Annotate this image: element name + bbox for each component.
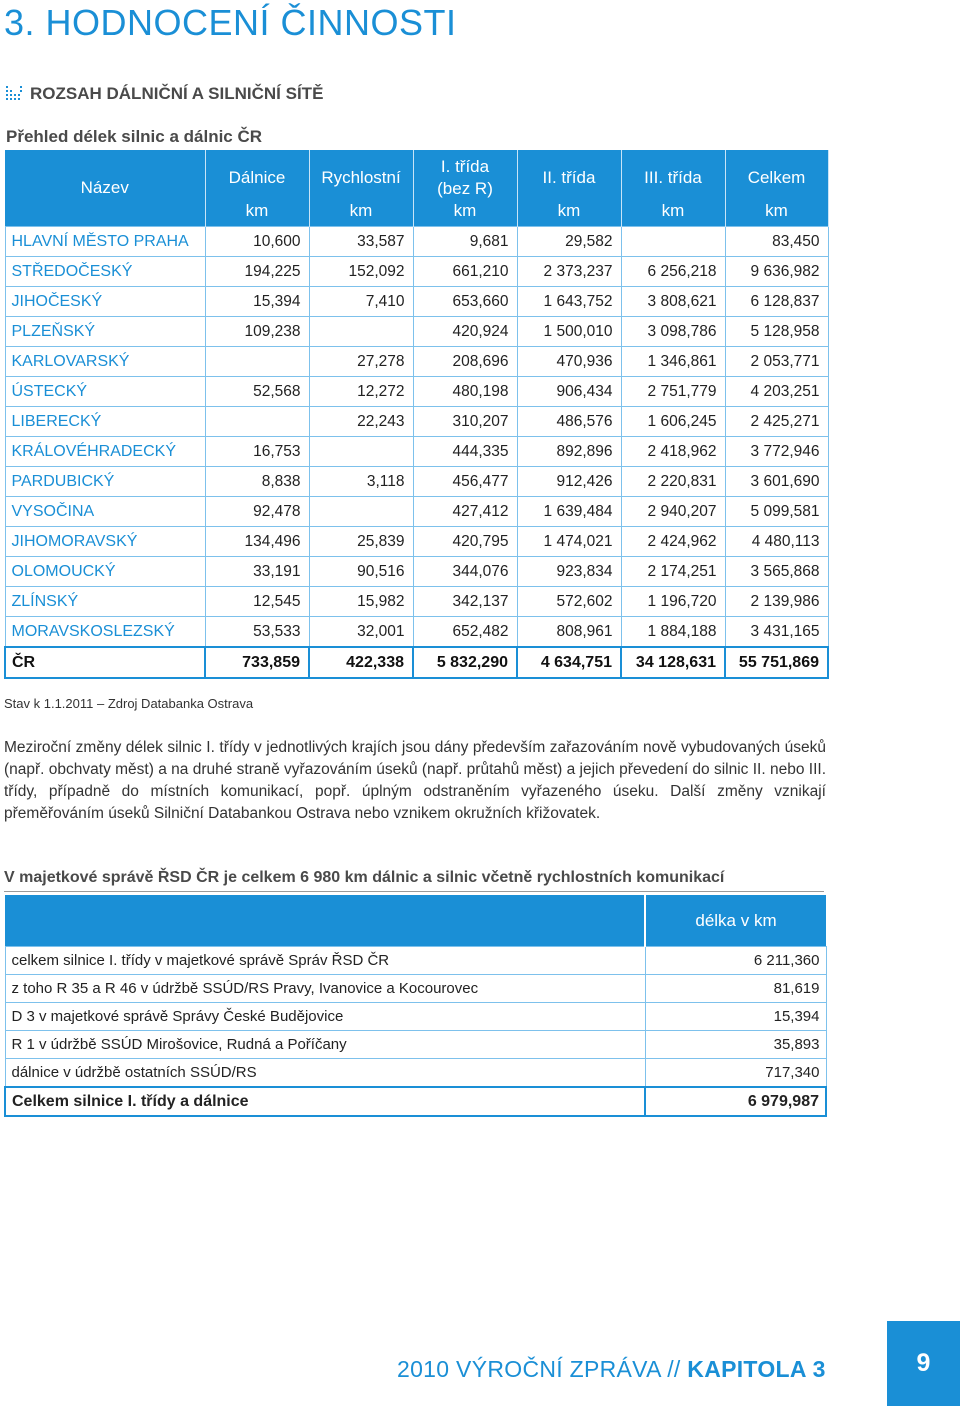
- source-note: Stav k 1.1.2011 – Zdroj Databanka Ostrava: [4, 696, 254, 711]
- section-grid-icon: [6, 86, 22, 102]
- table-row: [5, 377, 828, 407]
- table-row: [5, 227, 828, 257]
- length-cell: 9,681: [413, 227, 517, 257]
- region-name: ZLÍNSKÝ: [5, 587, 205, 617]
- table-total-row: [5, 647, 828, 678]
- length-cell: 83,450: [725, 227, 828, 257]
- road-description: celkem silnice I. třídy v majetkové správě Správ ŘSD ČR: [5, 947, 645, 975]
- table-row: [5, 947, 826, 975]
- length-cell: 134,496: [205, 527, 309, 557]
- total-name: ČR: [5, 647, 205, 678]
- footer-chapter: KAPITOLA 3: [687, 1356, 826, 1382]
- length-cell: [621, 227, 725, 257]
- table-row: [5, 527, 828, 557]
- header-col-label: II. třída: [542, 168, 596, 187]
- length-cell: 2 053,771: [725, 347, 828, 377]
- header-col-label: Rychlostní: [321, 168, 401, 187]
- region-name: JIHOČESKÝ: [5, 287, 205, 317]
- length-cell: [205, 347, 309, 377]
- header-col-label: Dálnice: [228, 168, 286, 187]
- length-cell: 92,478: [205, 497, 309, 527]
- managed-roads-table: [4, 895, 827, 1117]
- road-length: 81,619: [645, 975, 826, 1003]
- roads-length-table: [4, 150, 829, 679]
- length-cell: 2 174,251: [621, 557, 725, 587]
- table1-header-row: [5, 150, 828, 200]
- length-cell: 2 139,986: [725, 587, 828, 617]
- length-cell: 653,660: [413, 287, 517, 317]
- length-cell: 1 639,484: [517, 497, 621, 527]
- length-cell: 29,582: [517, 227, 621, 257]
- table1-title: Přehled délek silnic a dálnic ČR: [6, 127, 263, 146]
- length-cell: 652,482: [413, 617, 517, 648]
- region-name: MORAVSKOSLEZSKÝ: [5, 617, 205, 648]
- road-description: D 3 v majetkové správě Správy České Budějovice: [5, 1003, 645, 1031]
- length-cell: 912,426: [517, 467, 621, 497]
- length-cell: 3 098,786: [621, 317, 725, 347]
- length-cell: 208,696: [413, 347, 517, 377]
- section-title-text: ROZSAH DÁLNIČNÍ A SILNIČNÍ SÍTĚ: [30, 84, 324, 103]
- table2-header-blank: [5, 895, 645, 947]
- length-cell: 2 940,207: [621, 497, 725, 527]
- header-col: [309, 150, 413, 200]
- header-col-label: III. třída: [644, 168, 702, 187]
- length-cell: 1 474,021: [517, 527, 621, 557]
- length-cell: 15,982: [309, 587, 413, 617]
- length-cell: 3 565,868: [725, 557, 828, 587]
- length-cell: 4 480,113: [725, 527, 828, 557]
- table-row: [5, 497, 828, 527]
- length-cell: 572,602: [517, 587, 621, 617]
- length-cell: 12,272: [309, 377, 413, 407]
- footer-report: [397, 1356, 826, 1383]
- header-col: [205, 150, 309, 200]
- length-cell: 470,936: [517, 347, 621, 377]
- region-name: VYSOČINA: [5, 497, 205, 527]
- table-row: [5, 287, 828, 317]
- total-cell: 422,338: [309, 647, 413, 678]
- page-number: 9: [887, 1321, 960, 1406]
- region-name: KRÁLOVÉHRADECKÝ: [5, 437, 205, 467]
- length-cell: 3 808,621: [621, 287, 725, 317]
- length-cell: 152,092: [309, 257, 413, 287]
- header-col: [621, 150, 725, 200]
- length-cell: 8,838: [205, 467, 309, 497]
- length-cell: 4 203,251: [725, 377, 828, 407]
- length-cell: 1 606,245: [621, 407, 725, 437]
- length-cell: 2 425,271: [725, 407, 828, 437]
- table-row: [5, 467, 828, 497]
- road-length: 35,893: [645, 1031, 826, 1059]
- length-cell: 923,834: [517, 557, 621, 587]
- length-cell: 1 500,010: [517, 317, 621, 347]
- length-cell: 22,243: [309, 407, 413, 437]
- road-length: 15,394: [645, 1003, 826, 1031]
- length-cell: 27,278: [309, 347, 413, 377]
- table-row: [5, 1003, 826, 1031]
- length-cell: 3 601,690: [725, 467, 828, 497]
- length-cell: 53,533: [205, 617, 309, 648]
- table-row: [5, 437, 828, 467]
- length-cell: 194,225: [205, 257, 309, 287]
- table-total-row: [5, 1087, 826, 1116]
- length-cell: 6 256,218: [621, 257, 725, 287]
- header-col: [517, 150, 621, 200]
- length-cell: 892,896: [517, 437, 621, 467]
- table2-title: V majetkové správě ŘSD ČR je celkem 6 980 km dálnic a silnic včetně rychlostních komunikací: [4, 869, 824, 892]
- length-cell: 344,076: [413, 557, 517, 587]
- header-unit: km: [517, 200, 621, 227]
- header-col: [413, 150, 517, 200]
- length-cell: 5 099,581: [725, 497, 828, 527]
- length-cell: [309, 497, 413, 527]
- total-cell: 34 128,631: [621, 647, 725, 678]
- region-name: HLAVNÍ MĚSTO PRAHA: [5, 227, 205, 257]
- length-cell: 480,198: [413, 377, 517, 407]
- length-cell: 2 220,831: [621, 467, 725, 497]
- length-cell: 3 772,946: [725, 437, 828, 467]
- table-row: [5, 557, 828, 587]
- length-cell: 12,545: [205, 587, 309, 617]
- length-cell: [205, 407, 309, 437]
- length-cell: 9 636,982: [725, 257, 828, 287]
- page-title: 3. HODNOCENÍ ČINNOSTI: [4, 2, 457, 43]
- length-cell: 661,210: [413, 257, 517, 287]
- length-cell: 10,600: [205, 227, 309, 257]
- region-name: JIHOMORAVSKÝ: [5, 527, 205, 557]
- region-name: LIBERECKÝ: [5, 407, 205, 437]
- length-cell: 2 424,962: [621, 527, 725, 557]
- length-cell: 2 751,779: [621, 377, 725, 407]
- region-name: STŘEDOČESKÝ: [5, 257, 205, 287]
- length-cell: 420,924: [413, 317, 517, 347]
- header-col-label: I. třída: [440, 157, 490, 176]
- length-cell: 342,137: [413, 587, 517, 617]
- length-cell: 1 643,752: [517, 287, 621, 317]
- table-row: [5, 407, 828, 437]
- length-cell: 1 346,861: [621, 347, 725, 377]
- total-cell: 55 751,869: [725, 647, 828, 678]
- header-unit: km: [413, 200, 517, 227]
- length-cell: 310,207: [413, 407, 517, 437]
- length-cell: 2 373,237: [517, 257, 621, 287]
- length-cell: 32,001: [309, 617, 413, 648]
- table-row: [5, 317, 828, 347]
- length-cell: 52,568: [205, 377, 309, 407]
- total-cell: 733,859: [205, 647, 309, 678]
- length-cell: 6 128,837: [725, 287, 828, 317]
- region-name: PLZEŇSKÝ: [5, 317, 205, 347]
- length-cell: 486,576: [517, 407, 621, 437]
- road-description: z toho R 35 a R 46 v údržbě SSÚD/RS Pravy, Ivanovice a Kocourovec: [5, 975, 645, 1003]
- length-cell: 427,412: [413, 497, 517, 527]
- header-col-label: Celkem: [747, 168, 806, 187]
- length-cell: 33,191: [205, 557, 309, 587]
- total-description: Celkem silnice I. třídy a dálnice: [5, 1087, 645, 1116]
- road-length: 6 211,360: [645, 947, 826, 975]
- total-length: 6 979,987: [645, 1087, 826, 1116]
- footer-separator: //: [667, 1356, 681, 1382]
- table1-body: [5, 227, 828, 679]
- road-description: R 1 v údržbě SSÚD Mirošovice, Rudná a Poříčany: [5, 1031, 645, 1059]
- length-cell: 16,753: [205, 437, 309, 467]
- footer-report-title: 2010 VÝROČNÍ ZPRÁVA: [397, 1356, 661, 1382]
- total-cell: 4 634,751: [517, 647, 621, 678]
- total-cell: 5 832,290: [413, 647, 517, 678]
- table2-header-length: délka v km: [645, 895, 826, 947]
- region-name: KARLOVARSKÝ: [5, 347, 205, 377]
- header-col: [725, 150, 828, 200]
- length-cell: 7,410: [309, 287, 413, 317]
- length-cell: 456,477: [413, 467, 517, 497]
- length-cell: 109,238: [205, 317, 309, 347]
- table-row: [5, 1031, 826, 1059]
- table-row: [5, 347, 828, 377]
- length-cell: 1 884,188: [621, 617, 725, 648]
- length-cell: 15,394: [205, 287, 309, 317]
- length-cell: 420,795: [413, 527, 517, 557]
- region-name: OLOMOUCKÝ: [5, 557, 205, 587]
- header-unit: km: [309, 200, 413, 227]
- region-name: ÚSTECKÝ: [5, 377, 205, 407]
- header-name: Název: [5, 150, 205, 227]
- length-cell: 1 196,720: [621, 587, 725, 617]
- table-row: [5, 1059, 826, 1088]
- table-row: [5, 587, 828, 617]
- header-unit: km: [621, 200, 725, 227]
- length-cell: 25,839: [309, 527, 413, 557]
- table2-body: [5, 947, 826, 1117]
- table-row: [5, 975, 826, 1003]
- road-length: 717,340: [645, 1059, 826, 1088]
- body-paragraph: Meziroční změny délek silnic I. třídy v jednotlivých krajích jsou dány především zařazováním nově vybudovaných úseků (např. obchvaty měst) a na druhé straně vyřazováním úseků (např. průtahů měst) a jejich převedení do silnic II. nebo III. třídy, případně do místních komunikací, popř. úplným odstraněním vyřazeného úseku. Další změny vznikají přeměřováním úseků Silniční Databankou Ostrava nebo vznikem okružních křižovatek.: [4, 739, 826, 822]
- length-cell: [309, 437, 413, 467]
- length-cell: 808,961: [517, 617, 621, 648]
- region-name: PARDUBICKÝ: [5, 467, 205, 497]
- length-cell: 3,118: [309, 467, 413, 497]
- length-cell: 444,335: [413, 437, 517, 467]
- header-unit: km: [725, 200, 828, 227]
- table-row: [5, 257, 828, 287]
- length-cell: 2 418,962: [621, 437, 725, 467]
- section-title: [6, 84, 323, 104]
- header-unit: km: [205, 200, 309, 227]
- length-cell: [309, 317, 413, 347]
- table2-header-row: [5, 895, 826, 947]
- length-cell: 906,434: [517, 377, 621, 407]
- length-cell: 33,587: [309, 227, 413, 257]
- table-row: [5, 617, 828, 648]
- header-col-sub: (bez R): [437, 179, 493, 198]
- road-description: dálnice v údržbě ostatních SSÚD/RS: [5, 1059, 645, 1088]
- length-cell: 5 128,958: [725, 317, 828, 347]
- length-cell: 90,516: [309, 557, 413, 587]
- length-cell: 3 431,165: [725, 617, 828, 648]
